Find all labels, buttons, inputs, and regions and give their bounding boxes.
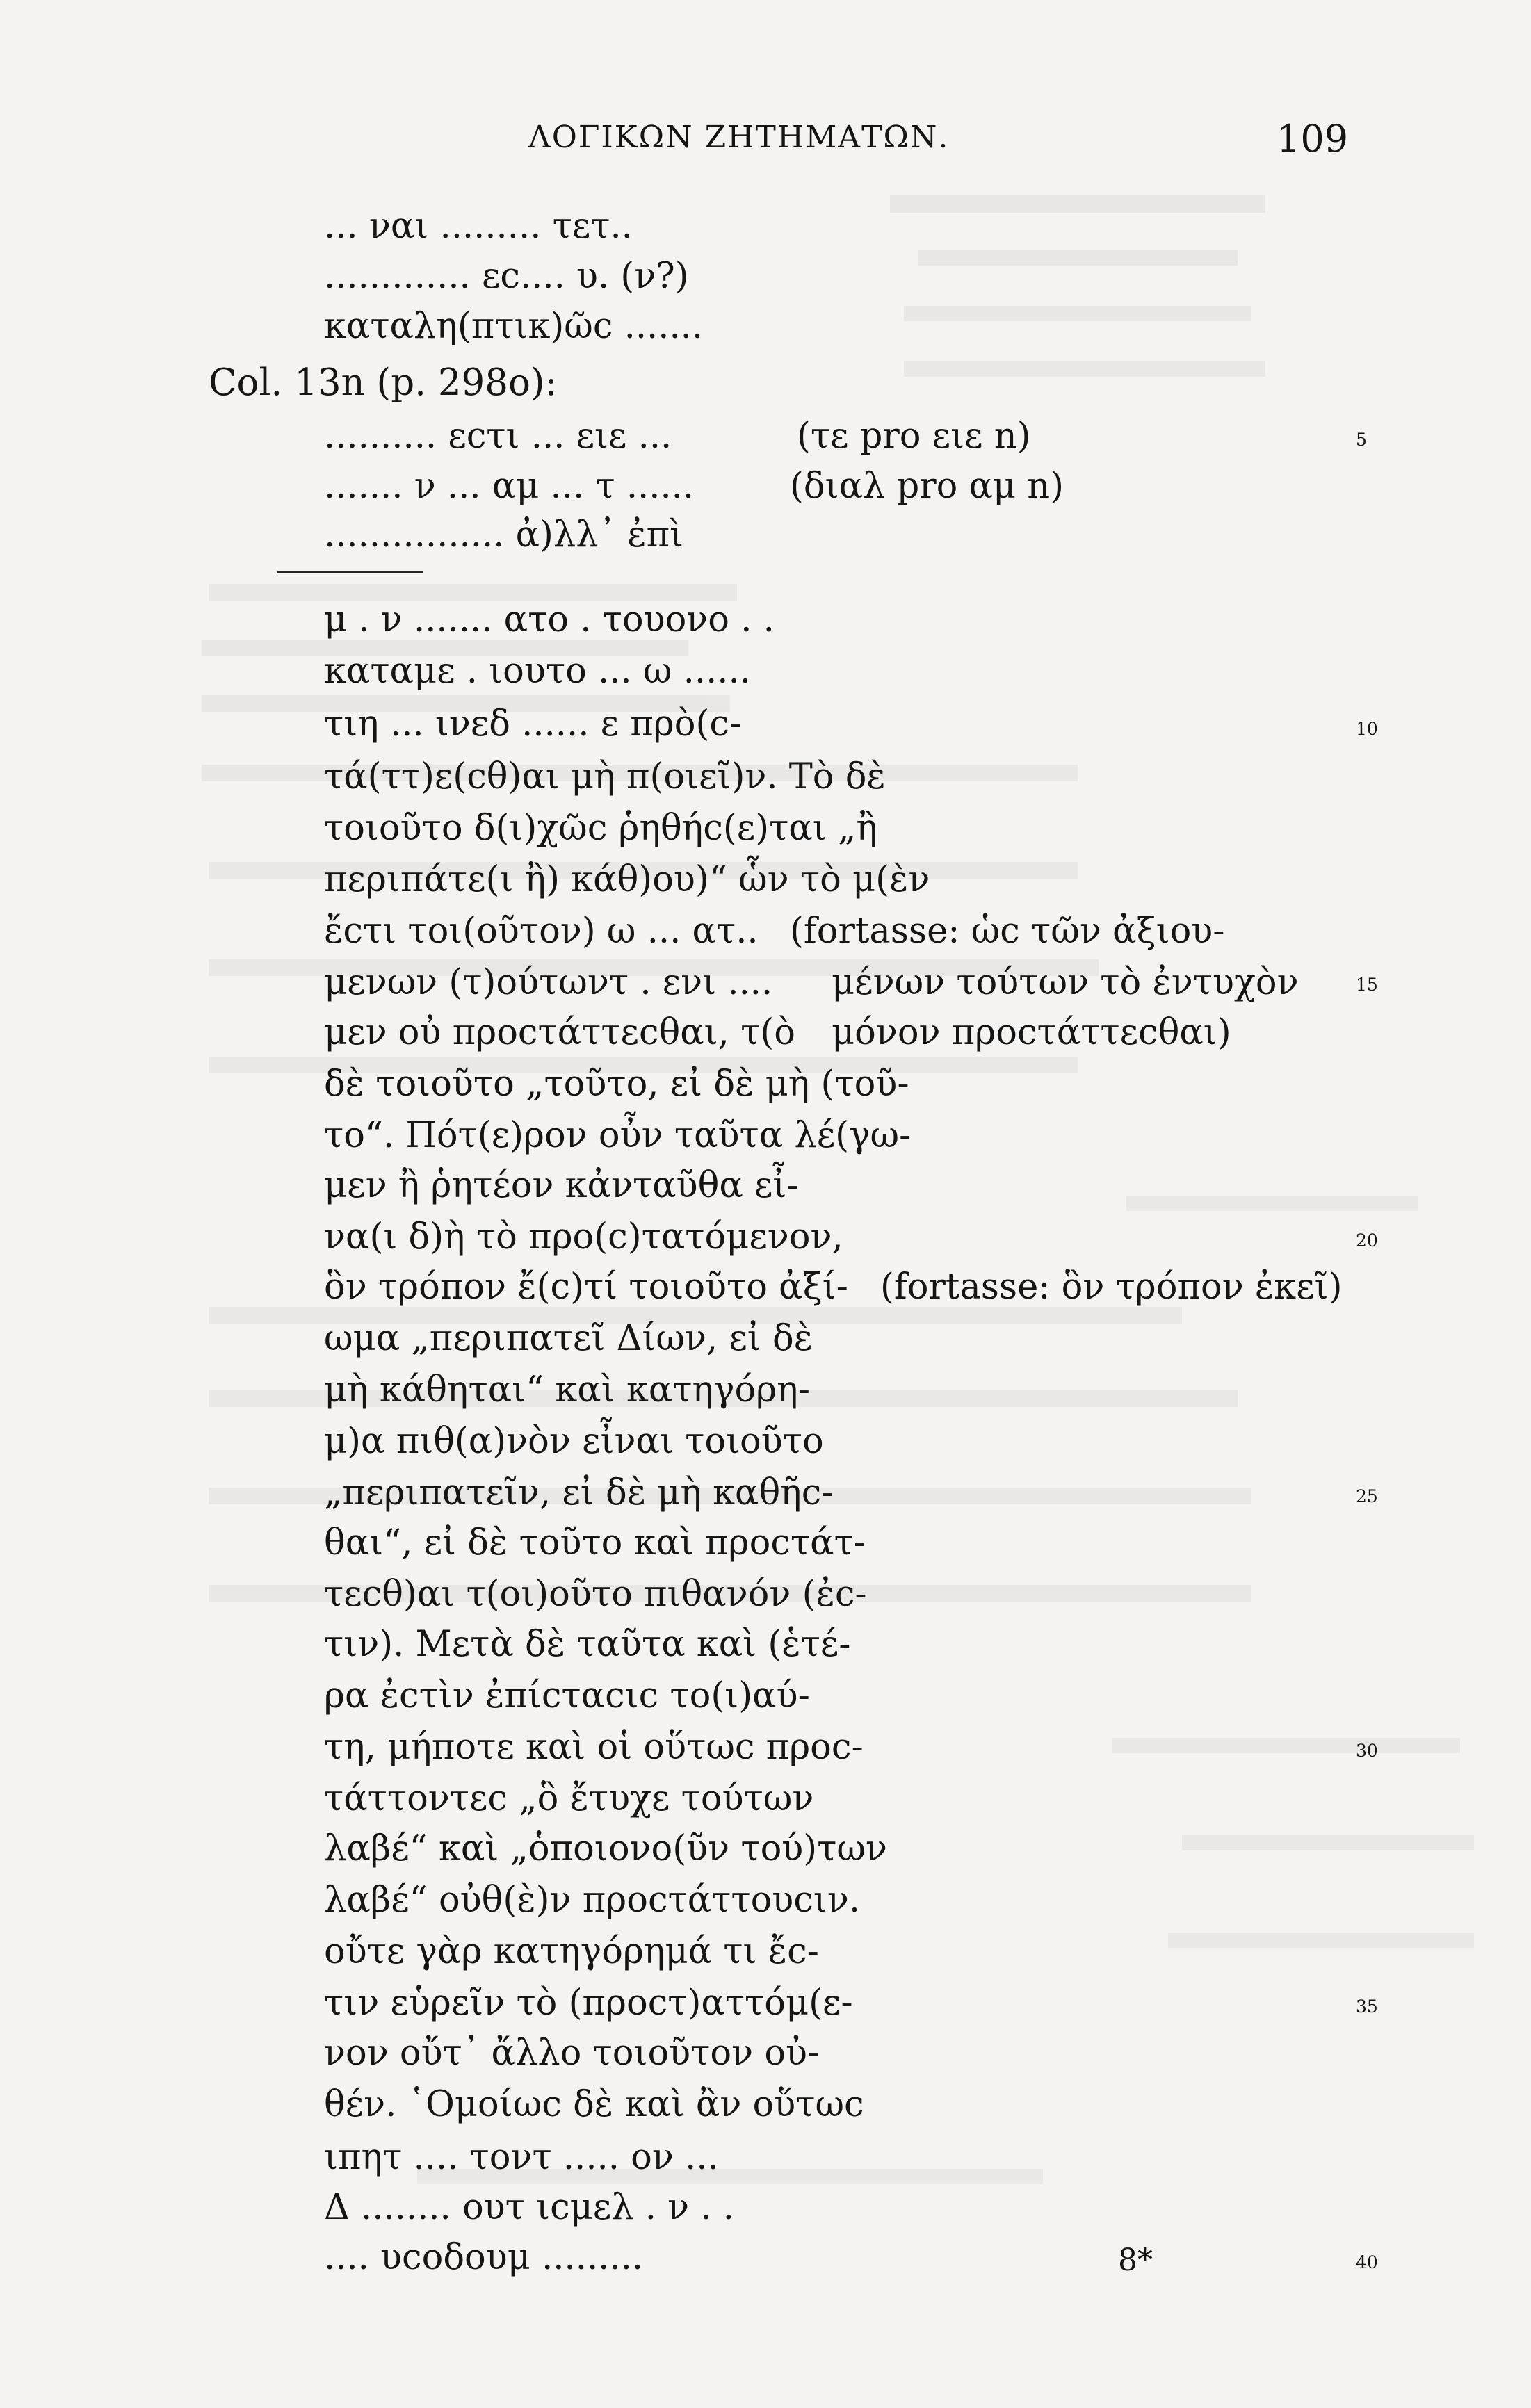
text-line-16-note: μόνον προϲτάττεϲθαι)	[832, 1012, 1231, 1053]
text-line-29: ρα ἐϲτὶν ἐπίϲταϲιϲ το(ι)αύ-	[324, 1675, 810, 1716]
line-number-15: 15	[1356, 975, 1378, 995]
text-line-31: τάττοντεϲ „ὃ ἔτυχε τούτων	[324, 1778, 814, 1819]
text-line-9: καταμε . ιουτο ... ω ......	[324, 651, 751, 692]
text-line-37: θέν. ῾Ομοίωϲ δὲ καὶ ἂν οὕτωϲ	[324, 2084, 864, 2125]
text-line-34: οὔτε γὰρ κατηγόρημά τι ἔϲ-	[324, 1931, 819, 1972]
text-line-38: ιπητ .... τοντ ..... ον ...	[324, 2137, 719, 2178]
text-line-18: το“. Πότ(ε)ρον οὖν ταῦτα λέ(γω-	[324, 1115, 912, 1156]
text-line-21: ὃν τρόπον ἔ(ϲ)τί τοιοῦτο ἀξί-	[324, 1267, 848, 1308]
text-line-27: τεϲθ)αι τ(οι)οῦτο πιθανόν (ἐϲ-	[324, 1574, 867, 1615]
column-heading: Col. 13n (p. 298o):	[209, 361, 558, 404]
text-line-3: καταλη(πτικ)ῶϲ .......	[324, 306, 704, 347]
text-line-24: μ)α πιθ(α)νὸν εἶναι τοιοῦτο	[324, 1421, 824, 1462]
page-number: 109	[1277, 117, 1349, 161]
text-line-13: περιπάτε(ι ἢ) κάθ)ου)“ ὧν τὸ μ(ὲν	[324, 859, 930, 900]
line-number-40: 40	[1356, 2252, 1378, 2272]
signature-mark: 8*	[1118, 2243, 1153, 2278]
text-line-6: ....... ν ... αμ ... τ ......	[324, 466, 695, 507]
text-line-21-note: (fortasse: ὃν τρόπον ἐκεῖ)	[880, 1267, 1343, 1308]
text-line-25: „περιπατεῖν, εἰ δὲ μὴ καθῆϲ-	[324, 1472, 834, 1513]
text-line-15-note: μένων τούτων τὸ ἐντυχὸν	[832, 962, 1299, 1003]
text-line-7: ................ ἀ)λλ᾽ ἐπὶ	[324, 514, 684, 555]
line-number-20: 20	[1356, 1230, 1378, 1251]
text-line-20: να(ι δ)ὴ τὸ προ(ϲ)τατόμενον,	[324, 1217, 843, 1258]
text-line-32: λαβέ“ καὶ „ὁποιονο(ῦν τού)των	[324, 1828, 887, 1869]
text-line-23: μὴ κάθηται“ καὶ κατηγόρη-	[324, 1369, 810, 1410]
text-line-40: .... υϲοδουμ .........	[324, 2237, 643, 2278]
text-line-15: μενων (τ)ούτωντ . ενι ....	[324, 962, 773, 1003]
separator-rule	[277, 571, 423, 573]
text-line-10: τιη ... ινεδ ...... ε πρὸ(ϲ-	[324, 703, 742, 745]
text-line-11: τά(ττ)ε(ϲθ)αι μὴ π(οιεῖ)ν. Τὸ δὲ	[324, 756, 886, 797]
line-number-25: 25	[1356, 1486, 1378, 1506]
running-title: ΛΟΓΙΚΩΝ ΖΗΤΗΜΑΤΩΝ.	[528, 120, 950, 155]
line-number-30: 30	[1356, 1741, 1378, 1761]
text-line-2: ............. εϲ.... υ. (ν?)	[324, 256, 689, 297]
line-number-10: 10	[1356, 719, 1378, 739]
text-line-39: Δ ........ ουτ ιϲμελ . ν . .	[324, 2187, 735, 2228]
text-line-6-note: (διαλ pro αμ n)	[790, 466, 1064, 507]
line-number-35: 35	[1356, 1996, 1378, 2017]
line-number-5: 5	[1356, 430, 1367, 450]
text-line-5: .......... εϲτι ... ειε ...	[324, 416, 672, 457]
text-line-33: λαβέ“ οὐθ(ὲ)ν προϲτάττουϲιν.	[324, 1880, 861, 1921]
text-line-22: ωμα „περιπατεῖ Δίων, εἰ δὲ	[324, 1318, 813, 1359]
text-line-19: μεν ἢ ῥητέον κἀνταῦθα εἶ-	[324, 1165, 799, 1206]
text-line-8: μ . ν ....... ατο . τουονο . .	[324, 599, 775, 640]
text-line-28: τιν). Μετὰ δὲ ταῦτα καὶ (ἑτέ-	[324, 1624, 851, 1665]
text-line-30: τη, μήποτε καὶ οἱ οὕτωϲ προϲ-	[324, 1727, 864, 1768]
text-line-17: δὲ τοιοῦτο „τοῦτο, εἰ δὲ μὴ (τοῦ-	[324, 1064, 909, 1105]
text-line-35: τιν εὑρεῖν τὸ (προϲτ)αττόμ(ε-	[324, 1983, 853, 2024]
text-line-36: νον οὔτ᾽ ἄλλο τοιοῦτον οὐ-	[324, 2033, 820, 2074]
text-line-1: ... ναι ......... τετ..	[324, 206, 633, 247]
text-line-12: τοιοῦτο δ(ι)χῶϲ ῥηθήϲ(ε)ται „ἢ	[324, 808, 877, 849]
text-line-14: ἔϲτι τοι(οῦτον) ω ... ατ..	[324, 911, 759, 952]
text-line-16: μεν οὐ προϲτάττεϲθαι, τ(ὸ	[324, 1012, 795, 1053]
text-line-14-note: (fortasse: ὡϲ τῶν ἀξιου-	[790, 911, 1225, 952]
text-line-5-note: (τε pro ειε n)	[797, 416, 1031, 457]
text-line-26: θαι“, εἰ δὲ τοῦτο καὶ προϲτάτ-	[324, 1522, 866, 1563]
